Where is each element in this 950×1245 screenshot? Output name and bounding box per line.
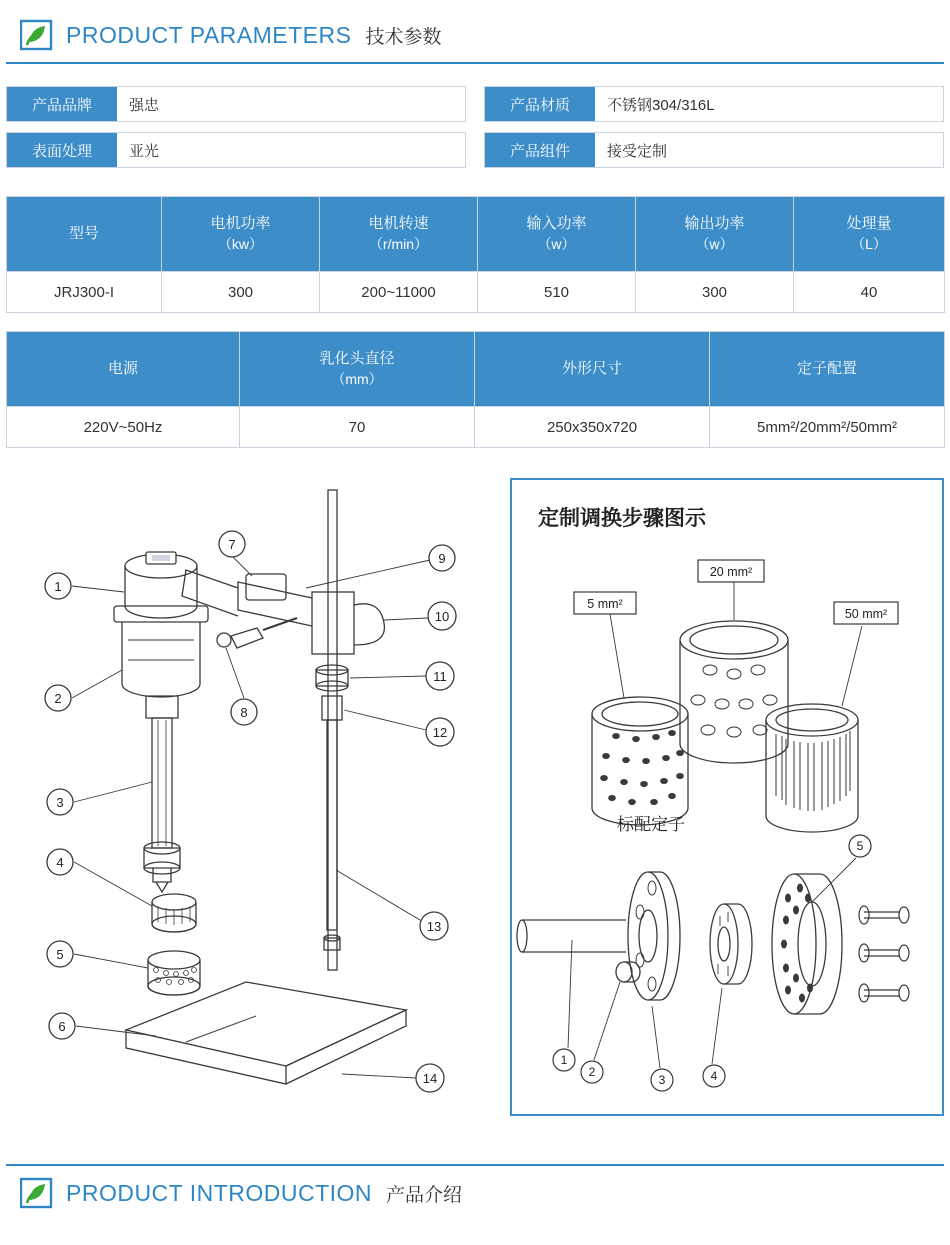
column-header [475, 332, 710, 407]
table-cell: 510 [478, 272, 636, 313]
table-cell: 220V~50Hz [7, 407, 240, 448]
table-cell: 200~11000 [320, 272, 478, 313]
table-header-row [7, 332, 945, 407]
column-header-unit: （r/min） [368, 235, 429, 252]
table-cell: JRJ300-I [7, 272, 162, 313]
page-title-cn: 技术参数 [365, 26, 442, 48]
column-header [636, 197, 794, 272]
svg-text:1: 1 [560, 1053, 568, 1067]
info-value: 不锈钢304/316L [595, 87, 943, 121]
column-header-name: 外形尺寸 [561, 359, 622, 377]
svg-text:11: 11 [433, 669, 447, 684]
info-label: 产品组件 [485, 133, 595, 167]
column-header [320, 197, 478, 272]
footer-title-cn: 产品介绍 [386, 1184, 463, 1206]
column-header [7, 197, 162, 272]
svg-text:8: 8 [240, 705, 248, 720]
table-cell: 70 [240, 407, 475, 448]
column-header [240, 332, 475, 407]
stator-label-5mm: 5 mm² [587, 597, 623, 611]
info-label: 表面处理 [7, 133, 117, 167]
stator-replacement-diagram [510, 478, 944, 1116]
svg-text:4: 4 [56, 855, 64, 870]
svg-text:12: 12 [432, 725, 448, 740]
table-header-row [7, 197, 945, 272]
illustrations-area [6, 470, 944, 1130]
column-header-unit: （w） [537, 235, 576, 252]
info-column-left [6, 86, 466, 178]
svg-text:10: 10 [434, 609, 450, 624]
svg-text:9: 9 [438, 551, 446, 566]
column-header [794, 197, 945, 272]
info-value: 强忠 [117, 87, 465, 121]
table-row [7, 272, 945, 313]
column-header-name: 输入功率 [526, 215, 587, 233]
svg-text:2: 2 [54, 691, 62, 706]
table-cell: 5mm²/20mm²/50mm² [710, 407, 945, 448]
info-label: 产品品牌 [7, 87, 117, 121]
svg-text:14: 14 [422, 1071, 438, 1086]
spec-table-motor [6, 196, 945, 313]
column-header-name: 电源 [107, 359, 138, 377]
stator-label-50mm: 50 mm² [844, 607, 888, 621]
spec-table-power [6, 331, 945, 448]
leaf-logo-icon [20, 1176, 54, 1210]
column-header-name: 型号 [68, 224, 99, 242]
footer-title-en: PRODUCT INTRODUCTION [66, 1179, 373, 1206]
svg-text:13: 13 [426, 919, 442, 934]
svg-text:6: 6 [58, 1019, 66, 1034]
column-header-name: 电机功率 [210, 215, 271, 233]
column-header [710, 332, 945, 407]
table-row [7, 407, 945, 448]
column-header-name: 乳化头直径 [319, 350, 395, 368]
svg-text:3: 3 [56, 795, 64, 810]
info-label: 产品材质 [485, 87, 595, 121]
page-title-en: PRODUCT PARAMETERS [66, 21, 352, 48]
svg-text:4: 4 [710, 1069, 718, 1083]
diagram-title: 定制调换步骤图示 [538, 507, 706, 530]
info-column-right [484, 86, 944, 178]
svg-text:5: 5 [856, 839, 864, 853]
svg-text:5: 5 [56, 947, 64, 962]
table-cell: 250x350x720 [475, 407, 710, 448]
table-cell: 300 [636, 272, 794, 313]
column-header-unit: （kw） [217, 235, 264, 252]
stator-caption: 标配定子 [617, 815, 685, 834]
info-row [484, 132, 944, 168]
svg-text:3: 3 [658, 1073, 666, 1087]
column-header [478, 197, 636, 272]
column-header-unit: （w） [695, 235, 734, 252]
column-header [162, 197, 320, 272]
column-header-name: 处理量 [846, 215, 892, 233]
info-row [6, 132, 466, 168]
table-cell: 40 [794, 272, 945, 313]
info-value: 接受定制 [595, 133, 943, 167]
machine-exploded-diagram [6, 470, 496, 1130]
section-header [6, 0, 944, 64]
column-header [7, 332, 240, 407]
svg-text:7: 7 [228, 537, 236, 552]
product-introduction-header [6, 1164, 944, 1220]
info-value: 亚光 [117, 133, 465, 167]
table-cell: 300 [162, 272, 320, 313]
column-header-unit: （L） [851, 235, 887, 252]
leaf-logo-icon [20, 18, 54, 52]
svg-text:1: 1 [54, 579, 62, 594]
column-header-name: 电机转速 [368, 215, 429, 233]
info-row [6, 86, 466, 122]
info-row [484, 86, 944, 122]
svg-text:2: 2 [588, 1065, 596, 1079]
column-header-name: 输出功率 [684, 215, 745, 233]
column-header-name: 定子配置 [796, 359, 857, 377]
stator-label-20mm: 20 mm² [709, 565, 753, 579]
product-info-grid [6, 86, 944, 178]
column-header-unit: （mm） [331, 370, 383, 387]
